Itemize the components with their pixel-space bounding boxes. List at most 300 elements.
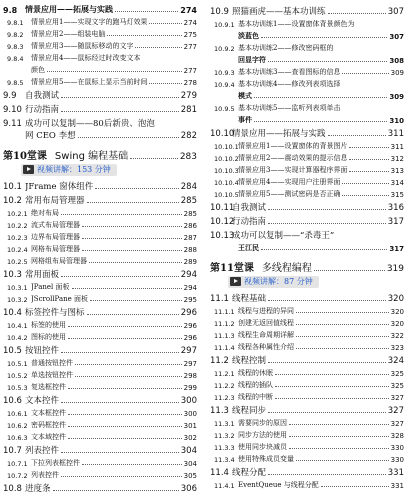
entry-title: 照猫画虎——基本功训练 (232, 7, 326, 17)
chapter-page: 319 (386, 264, 404, 274)
toc-entry (210, 366, 404, 378)
entry-number: 11.3.4 (214, 456, 235, 464)
toc-entry (210, 428, 404, 440)
dot-leader (107, 35, 181, 36)
toc-entry (210, 199, 404, 213)
dot-leader (261, 37, 387, 38)
entry-title: 情景应用2——组装电脑 (31, 30, 106, 38)
dot-leader (78, 137, 179, 138)
entry-number: 11.4.1 (214, 482, 235, 490)
dot-leader (61, 214, 182, 215)
dot-leader (89, 262, 182, 263)
dot-leader (268, 223, 386, 224)
toc-entry (3, 192, 197, 206)
entry-number: 10.7.2 (7, 472, 28, 480)
toc-entry-continued (3, 63, 197, 75)
chapter-label: 第10堂课 (3, 151, 47, 162)
toc-entry (3, 356, 197, 368)
entry-page: 285 (183, 210, 197, 218)
entry-page: 324 (387, 356, 404, 366)
entry-page: 285 (180, 196, 197, 206)
dot-leader (53, 490, 179, 491)
entry-title: 普通按钮控件 (31, 359, 73, 367)
dot-leader (61, 452, 179, 453)
entry-title: 列表控件 (25, 446, 60, 456)
toc-entry (3, 206, 197, 218)
dot-leader (328, 13, 386, 14)
entry-title: 线程分配 (232, 468, 267, 478)
entry-number: 10.10.4 (214, 179, 239, 187)
toc-entry (210, 65, 404, 77)
entry-title: 基本功训练4——修改列表项选择 (238, 80, 341, 88)
entry-page: 289 (183, 258, 197, 266)
dot-leader (68, 438, 182, 439)
entry-page: 299 (183, 384, 197, 392)
toc-entry (210, 175, 404, 187)
entry-number: 10.1 (3, 182, 22, 192)
entry-page: 294 (180, 270, 197, 280)
entry-page: 330 (390, 444, 404, 452)
entry-title: 需要同步的原因 (238, 419, 287, 427)
entry-page: 288 (183, 246, 197, 254)
entry-title: JScrollPane 面板 (31, 295, 89, 303)
entry-number: 10.4.1 (7, 322, 28, 330)
entry-page: 308 (389, 57, 404, 65)
entry-page: 320 (390, 308, 404, 316)
entry-number: 10.5.3 (7, 384, 28, 392)
dot-leader (149, 83, 181, 84)
dot-leader (68, 426, 182, 427)
dot-leader (275, 398, 389, 399)
dot-leader (47, 71, 182, 72)
chapter-title: 多线程编程 (261, 263, 312, 274)
entry-number: 10.5 (3, 346, 22, 356)
entry-page: 281 (180, 105, 197, 115)
entry-page: 331 (390, 482, 404, 490)
toc-entry (210, 125, 404, 139)
toc-entry (210, 290, 404, 304)
toc-entry (210, 77, 404, 89)
entry-title: 情景应用4——实现用户注册界面 (238, 178, 341, 186)
entry-number: 10.10.3 (214, 167, 239, 175)
entry-number: 10.9.1 (214, 21, 235, 29)
entry-number: 10.4.2 (7, 334, 28, 342)
entry-number: 10.2.3 (7, 234, 28, 242)
entry-title: 同步方法的使用 (238, 431, 287, 439)
entry-title: 颜色 (31, 66, 45, 74)
toc-entry (3, 330, 197, 342)
entry-title: 线程控制 (232, 356, 267, 366)
entry-number: 11.1.1 (214, 308, 235, 316)
entry-number: 9.8.1 (7, 19, 24, 27)
entry-number: 11.3.1 (214, 420, 235, 428)
video-icon (23, 165, 34, 174)
entry-number: 9.8.3 (7, 43, 24, 51)
toc-entry-continued (210, 53, 404, 65)
dot-leader (82, 238, 182, 239)
entry-title: 模式 (238, 91, 252, 100)
dot-leader (82, 464, 182, 465)
entry-page: 275 (183, 31, 197, 39)
toc-entry (3, 75, 197, 87)
toc-entry (210, 440, 404, 452)
dot-leader (328, 135, 386, 136)
entry-title: 复选框控件 (31, 383, 66, 391)
entry-number: 11.1.2 (214, 320, 235, 328)
dot-leader (275, 374, 389, 375)
entry-page: 274 (180, 6, 197, 15)
dot-leader (268, 474, 386, 475)
toc-entry (3, 480, 197, 494)
dot-leader (254, 97, 387, 98)
toc-entry (210, 151, 404, 163)
entry-title: 文本控件 (25, 396, 60, 406)
toc-entry (210, 316, 404, 328)
entry-page: 311 (387, 129, 404, 139)
dot-leader (342, 195, 388, 196)
entry-number: 11.1 (210, 294, 229, 304)
entry-title: 列表控件 (31, 471, 59, 479)
toc-entry (3, 15, 197, 27)
entry-title: 情景应用4——鼠标经过时改变文本 (31, 54, 141, 62)
entry-title: 网格布局管理器 (31, 245, 80, 253)
entry-page: 316 (387, 203, 404, 213)
entry-number: 10.6.2 (7, 422, 28, 430)
entry-title: 情景应用3——实现计算器程序界面 (238, 166, 348, 174)
toc-entry (3, 430, 197, 442)
chapter-heading (210, 258, 404, 274)
toc-entry (3, 266, 197, 280)
dot-leader (289, 424, 389, 425)
dot-leader (296, 348, 389, 349)
entry-page: 323 (390, 344, 404, 352)
toc-entry (210, 464, 404, 478)
entry-title: 使用同步块减员 (238, 443, 287, 451)
toc-entry (210, 227, 404, 241)
toc-entry (3, 342, 197, 356)
entry-number: 10.2.5 (7, 258, 28, 266)
entry-number: 10.9.5 (214, 105, 235, 113)
entry-page: 330 (390, 456, 404, 464)
entry-page: 305 (183, 472, 197, 480)
entry-title: 标签的使用 (31, 321, 66, 329)
entry-number: 11.1.4 (214, 344, 235, 352)
entry-number: 10.9 (210, 7, 229, 17)
dot-leader (268, 61, 387, 62)
toc-entry (210, 452, 404, 464)
entry-page: 297 (180, 346, 197, 356)
entry-number: 10.6.1 (7, 410, 28, 418)
entry-number: 10.2.4 (7, 246, 28, 254)
entry-number: 10.6.3 (7, 434, 28, 442)
entry-page: 300 (183, 410, 197, 418)
toc-entry (3, 230, 197, 242)
entry-number: 11.1.3 (214, 332, 235, 340)
dot-leader (314, 270, 385, 271)
dot-leader (61, 111, 179, 112)
entry-title: 基本功训练2——修改密码框的 (238, 44, 334, 52)
toc-entry (210, 378, 404, 390)
entry-title: 下拉列表框控件 (31, 459, 80, 467)
toc-entry (210, 402, 404, 416)
entry-page: 298 (183, 372, 197, 380)
dot-leader (296, 460, 389, 461)
entry-page: 309 (390, 69, 404, 77)
entry-number: 10.13 (210, 231, 235, 241)
entry-title: 情景应用3——随鼠标移动的文字 (31, 42, 134, 50)
entry-number: 11.4 (210, 468, 229, 478)
dot-leader (68, 326, 182, 327)
entry-title: 基本功训练5——监听列表项单击 (238, 104, 341, 112)
entry-title: 线程同步 (232, 406, 267, 416)
video-icon (230, 277, 241, 286)
toc-entry (3, 115, 197, 129)
dot-leader (68, 414, 182, 415)
entry-title: 按钮控件 (25, 346, 60, 356)
toc-entry (3, 242, 197, 254)
video-badge (21, 164, 117, 176)
entry-number: 9.8.5 (7, 79, 24, 87)
entry-number: 10.10.2 (214, 155, 239, 163)
toc-entry-continued (3, 129, 197, 141)
entry-page: 327 (390, 394, 404, 402)
entry-title: JPanel 面板 (31, 283, 70, 291)
dot-leader (68, 338, 182, 339)
entry-title: 线程基础 (232, 294, 267, 304)
entry-page: 320 (390, 320, 404, 328)
entry-number: 10.12 (210, 217, 235, 227)
toc-entry (3, 254, 197, 266)
toc-entry (3, 406, 197, 418)
entry-page: 296 (180, 308, 197, 318)
dot-leader (82, 226, 182, 227)
entry-title: 情景应用5——测试密码是否正确 (238, 190, 341, 198)
entry-page: 284 (180, 182, 197, 192)
entry-number: 9.8.2 (7, 31, 24, 39)
video-label: 视频讲解：153 分钟 (37, 165, 111, 174)
toc-entry (210, 187, 404, 199)
dot-leader (268, 300, 386, 301)
entry-number: 10.10 (210, 129, 235, 139)
dot-leader (349, 171, 388, 172)
dot-leader (87, 314, 179, 315)
toc-entry (210, 352, 404, 366)
toc-entry (3, 218, 197, 230)
entry-number: 10.3.1 (7, 284, 28, 292)
entry-page: 274 (183, 19, 197, 27)
toc-entry (210, 41, 404, 53)
entry-page: 317 (389, 245, 404, 253)
entry-number: 10.7.1 (7, 460, 28, 468)
toc-entry (3, 442, 197, 456)
entry-page: 296 (183, 334, 197, 342)
toc-entry (210, 163, 404, 175)
toc-entry (210, 17, 404, 29)
entry-number: 10.4 (3, 308, 22, 318)
entry-page: 297 (183, 360, 197, 368)
entry-number: 10.5.1 (7, 360, 28, 368)
toc-entry (3, 280, 197, 292)
toc-entry-continued (210, 89, 404, 101)
entry-title: 文本框控件 (31, 409, 66, 417)
entry-number: 10.2 (3, 196, 22, 206)
toc-entry (3, 3, 197, 15)
entry-number: 11.2 (210, 356, 229, 366)
toc-entry (3, 418, 197, 430)
toc-entry (3, 101, 197, 115)
toc-entry (210, 416, 404, 428)
dot-leader (261, 249, 387, 250)
dot-leader (75, 364, 182, 365)
dot-leader (61, 352, 179, 353)
entry-number: 9.8.4 (7, 55, 24, 63)
entry-title: EventQueue 与线程分配 (238, 481, 319, 489)
entry-title: 单选按钮控件 (31, 371, 73, 379)
toc-entry (3, 368, 197, 380)
dot-leader (68, 388, 182, 389)
dot-leader (130, 158, 178, 159)
entry-title: 网格组布局管理器 (31, 257, 87, 265)
entry-title: 基本功训练1——设置窗体背景颜色为 (238, 20, 355, 28)
entry-title: 自我测试 (232, 203, 267, 213)
entry-page: 312 (390, 155, 404, 163)
entry-title: 淡蓝色 (238, 31, 259, 40)
dot-leader (289, 448, 389, 449)
entry-title: 线程的中断 (238, 393, 273, 401)
toc-entry (3, 27, 197, 39)
entry-page: 310 (389, 117, 404, 125)
entry-number: 10.11 (210, 203, 235, 213)
entry-title: 线程各种属性介绍 (238, 343, 294, 351)
dot-leader (61, 476, 182, 477)
entry-title: 基本功训练3——查看图标的信息 (238, 68, 341, 76)
entry-page: 277 (183, 43, 197, 51)
entry-page: 328 (390, 432, 404, 440)
entry-number: 9.9 (3, 91, 17, 101)
entry-page: 314 (390, 179, 404, 187)
toc-entry (210, 101, 404, 113)
dot-leader (72, 288, 182, 289)
entry-title: 标签控件与图标 (25, 308, 85, 318)
toc-entry (210, 304, 404, 316)
toc-entry (3, 178, 197, 192)
entry-number: 10.8 (3, 484, 22, 494)
toc-entry (3, 304, 197, 318)
entry-number: 11.2.1 (214, 370, 235, 378)
entry-title: 边界布局管理器 (31, 233, 80, 241)
entry-page: 327 (390, 420, 404, 428)
dot-leader (268, 209, 386, 210)
entry-title: 情景应用——拓展与实践 (232, 129, 326, 139)
entry-title: 成功可以复制——80后新贵、泡泡 (25, 119, 155, 129)
entry-number: 10.2.2 (7, 222, 28, 230)
entry-number: 10.9.4 (214, 81, 235, 89)
toc-entry (3, 456, 197, 468)
entry-page: 304 (183, 460, 197, 468)
toc-entry (210, 390, 404, 402)
dot-leader (135, 47, 181, 48)
dot-leader (90, 300, 182, 301)
entry-title: 情景应用1——设置窗体的背景图片 (238, 142, 348, 150)
entry-title: 回显字符 (238, 55, 266, 64)
entry-number: 10.2.1 (7, 210, 28, 218)
entry-page: 325 (390, 382, 404, 390)
entry-page: 331 (387, 468, 404, 478)
entry-number: 9.11 (3, 119, 22, 129)
entry-page: 325 (390, 370, 404, 378)
entry-title: 常用面板 (25, 270, 60, 280)
dot-leader (321, 486, 389, 487)
entry-number: 10.7 (3, 446, 22, 456)
entry-title: 情景应用5——在鼠标上显示当前时间 (31, 78, 148, 86)
entry-title: 线程的插队 (238, 381, 273, 389)
entry-number: 10.5.2 (7, 372, 28, 380)
entry-title: 常用布局管理器 (25, 196, 85, 206)
dot-leader (349, 147, 388, 148)
entry-title: 情景应用——拓展与实践 (25, 4, 113, 14)
toc-entry (210, 139, 404, 151)
entry-number: 10.3 (3, 270, 22, 280)
toc-entry-continued (210, 241, 404, 253)
video-badge (228, 276, 319, 288)
entry-page: 286 (183, 222, 197, 230)
entry-number: 11.3.2 (214, 432, 235, 440)
entry-page: 296 (183, 322, 197, 330)
toc-entry (210, 3, 404, 17)
entry-page: 322 (390, 332, 404, 340)
entry-page: 311 (390, 143, 404, 151)
entry-number: 9.10 (3, 105, 22, 115)
toc-entry-continued (210, 29, 404, 41)
chapter-title: Swing 编程基础 (54, 151, 129, 162)
toc-entry (3, 292, 197, 304)
entry-page: 327 (387, 406, 404, 416)
toc-entry (3, 39, 197, 51)
dot-leader (115, 11, 178, 12)
entry-number: 10.10.5 (214, 191, 239, 199)
entry-page: 300 (180, 396, 197, 406)
entry-title: 自我测试 (25, 91, 60, 101)
entry-title: 使用特殊成员变量 (238, 455, 294, 463)
entry-title: 情景应用1——实现文字的跑马灯效果 (31, 18, 148, 26)
entry-title: 文本域控件 (31, 433, 66, 441)
dot-leader (296, 312, 389, 313)
toc-entry (3, 318, 197, 330)
entry-title: 创建无返回值线程 (238, 319, 294, 327)
dot-leader (149, 23, 181, 24)
entry-number: 11.3.3 (214, 444, 235, 452)
entry-number: 10.10.1 (214, 143, 239, 151)
toc-entry-continued (210, 113, 404, 125)
chapter-page: 283 (179, 152, 197, 162)
toc-entry (210, 340, 404, 352)
dot-leader (87, 202, 179, 203)
entry-title: 情景应用2——震动效果的提示信息 (238, 154, 348, 162)
entry-page: 302 (183, 434, 197, 442)
toc-entry (210, 328, 404, 340)
dot-leader (82, 250, 182, 251)
dot-leader (61, 402, 179, 403)
entry-page: 279 (180, 91, 197, 101)
entry-title: 线程与进程的异同 (238, 307, 294, 315)
toc-entry (3, 468, 197, 480)
dot-leader (289, 436, 389, 437)
entry-number: 9.8 (3, 6, 18, 15)
entry-title: 王江民 (238, 243, 259, 252)
toc-left-column (3, 3, 197, 494)
entry-number: 10.9.2 (214, 45, 235, 53)
toc-entry (3, 380, 197, 392)
